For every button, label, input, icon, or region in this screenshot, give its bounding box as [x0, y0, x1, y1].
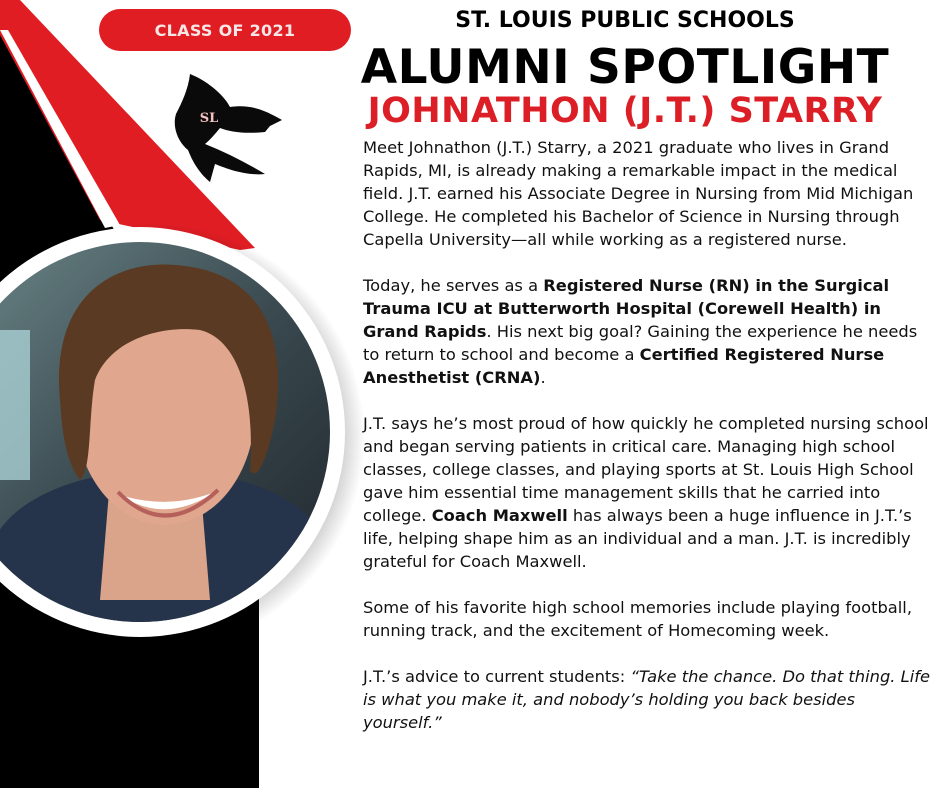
text: Today, he serves as a: [363, 276, 544, 295]
paragraph-intro: Meet Johnathon (J.T.) Starry, a 2021 graduate who lives in Grand Rapids, MI, is already making a remarkable impact in the medical field. J.T. earned his Associate Degree in Nursing from Mid Michigan College. He completed his Bachelor of Science in Nursing through Capella University—all while working as a registered nurse.: [363, 138, 914, 249]
class-badge: CLASS OF 2021: [99, 9, 351, 51]
text: J.T.’s advice to current students:: [363, 667, 631, 686]
highlight-coach: Coach Maxwell: [431, 506, 568, 525]
article-body: [363, 136, 938, 757]
paragraph-career: [363, 274, 938, 389]
advice-quote: “Take the chance. Do that thing. Life is what you make it, and nobody’s holding you back besides yourself.”: [363, 667, 930, 732]
paragraph-memories: Some of his favorite high school memories include playing football, running track, and the excitement of Homecoming week.: [363, 598, 913, 640]
highlight-goal: Certified Registered Nurse Anesthetist (CRNA): [363, 345, 885, 387]
text: J.T. says he’s most proud of how quickly he completed nursing school and began serving patients in critical care. Managing high school classes, college classes, and playing sports at St. Louis High School gave him essential time management skills that he carried into college.: [363, 414, 929, 525]
svg-text:SL: SL: [199, 111, 219, 126]
text: .: [540, 368, 546, 387]
text: . His next big goal? Gaining the experience he needs to return to school and become a: [363, 322, 918, 364]
highlight-role: Registered Nurse (RN) in the Surgical Trauma ICU at Butterworth Hospital (Corewell Health) in Grand Rapids: [363, 276, 890, 341]
paragraph-pride: [363, 412, 938, 573]
alumni-name: JOHNATHON (J.T.) STARRY: [367, 91, 883, 131]
school-name: ST. LOUIS PUBLIC SCHOOLS: [455, 8, 795, 33]
shark-logo: [175, 74, 282, 182]
text: has always been a huge influence in J.T.’s life, helping shape him as an individual and a man. J.T. is incredibly grateful for Coach Maxwell.: [363, 506, 912, 571]
page-title: ALUMNI SPOTLIGHT: [360, 40, 890, 95]
paragraph-advice: [363, 665, 938, 734]
